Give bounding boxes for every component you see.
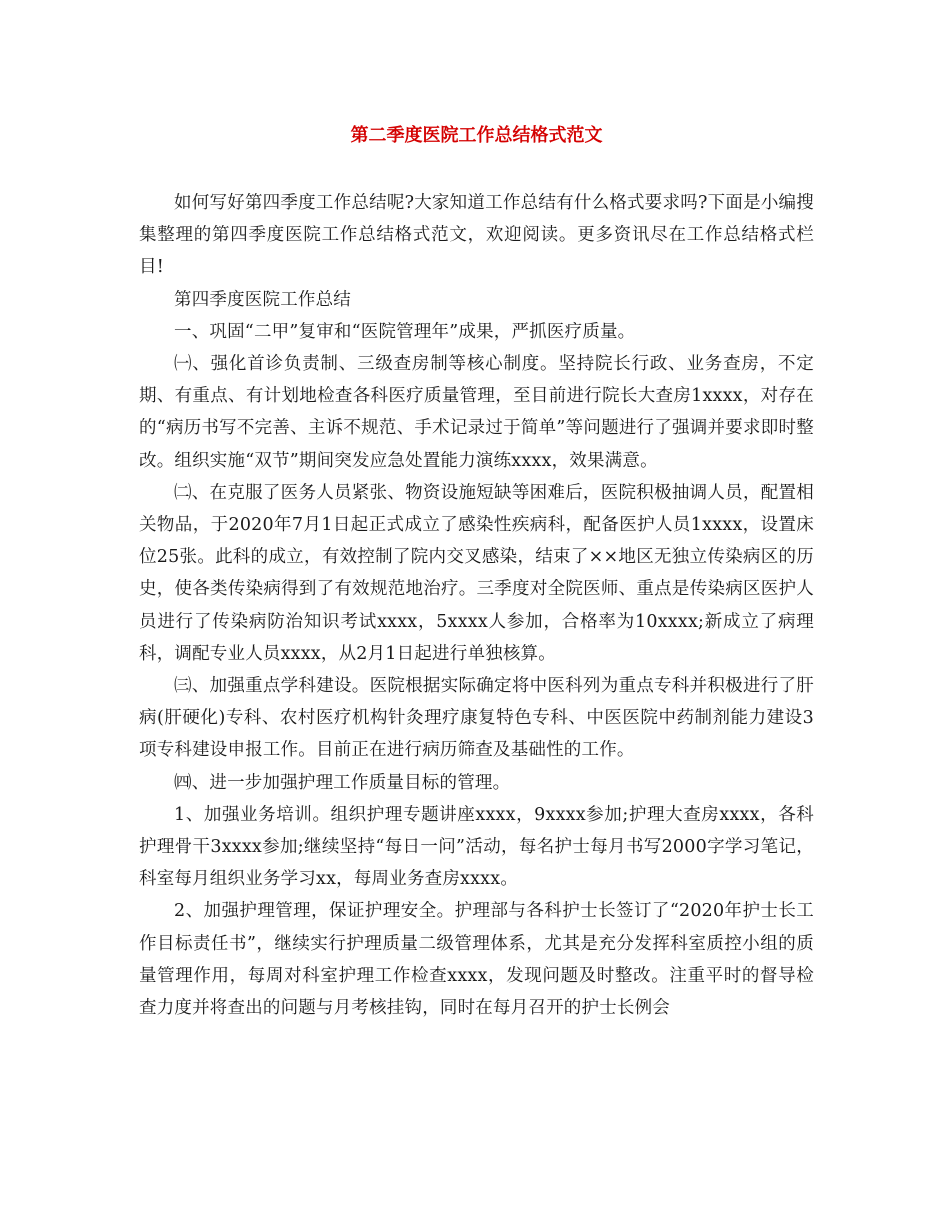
paragraph-subtitle: 第四季度医院工作总结: [174, 289, 351, 310]
paragraph-section-1: 一、巩固“二甲”复审和“医院管理年”成果，严抓医疗质量。: [174, 321, 636, 342]
paragraph-item-4: ㈣、进一步加强护理工作质量目标的管理。: [174, 772, 511, 793]
paragraph-training: 1、加强业务培训。组织护理专题讲座xxxx，9xxxx参加;护理大查房xxxx，各科护理骨干3xxxx参加;继续坚持“每日一问”活动，每名护士每月书写2000字学习笔记，科室每月组织业务学习xx，每周业务查房xxxx。: [139, 804, 814, 890]
paragraph-item-2: ㈡、在克服了医务人员紧张、物资设施短缺等困难后，医院积极抽调人员，配置相关物品，于2020年7月1日起正式成立了感染性疾病科，配备医护人员1xxxx，设置床位25张。此科的成立，有效控制了院内交叉感染，结束了××地区无独立传染病区的历史，使各类传染病得到了有效规范地治疗。三季度对全院医师、重点是传染病区医护人员进行了传染病防治知识考试xxxx，5xxxx人参加，合格率为10xxxx;新成立了病理科，调配专业人员xxxx，从2月1日起进行单独核算。: [139, 482, 814, 664]
paragraph-item-1: ㈠、强化首诊负责制、三级查房制等核心制度。坚持院长行政、业务查房，不定期、有重点、有计划地检查各科医疗质量管理，至目前进行院长大查房1xxxx，对存在的“病历书写不完善、主诉不规范、手术记录过于简单”等问题进行了强调并要求即时整改。组织实施“双节”期间突发应急处置能力演练xxxx，效果满意。: [139, 354, 814, 471]
paragraph-management: 2、加强护理管理，保证护理安全。护理部与各科护士长签订了“2020年护士长工作目标责任书”，继续实行护理质量二级管理体系，尤其是充分发挥科室质控小组的质量管理作用，每周对科室护理工作检查xxxx，发现问题及时整改。注重平时的督导检查力度并将查出的问题与月考核挂钩，同时在每月召开的护士长例会: [139, 901, 814, 1019]
document-page: [139, 118, 814, 1024]
paragraph-item-3: ㈢、加强重点学科建设。医院根据实际确定将中医科列为重点专科并积极进行了肝病(肝硬化)专科、农村医疗机构针灸理疗康复特色专科、中医医院中药制剂能力建设3项专科建设申报工作。目前正在进行病历筛查及基础性的工作。: [139, 676, 814, 761]
paragraph-intro: 如何写好第四季度工作总结呢?大家知道工作总结有什么格式要求吗?下面是小编搜集整理的第四季度医院工作总结格式范文，欢迎阅读。更多资讯尽在工作总结格式栏目!: [139, 193, 814, 278]
document-title: 第二季度医院工作总结格式范文: [350, 125, 603, 146]
